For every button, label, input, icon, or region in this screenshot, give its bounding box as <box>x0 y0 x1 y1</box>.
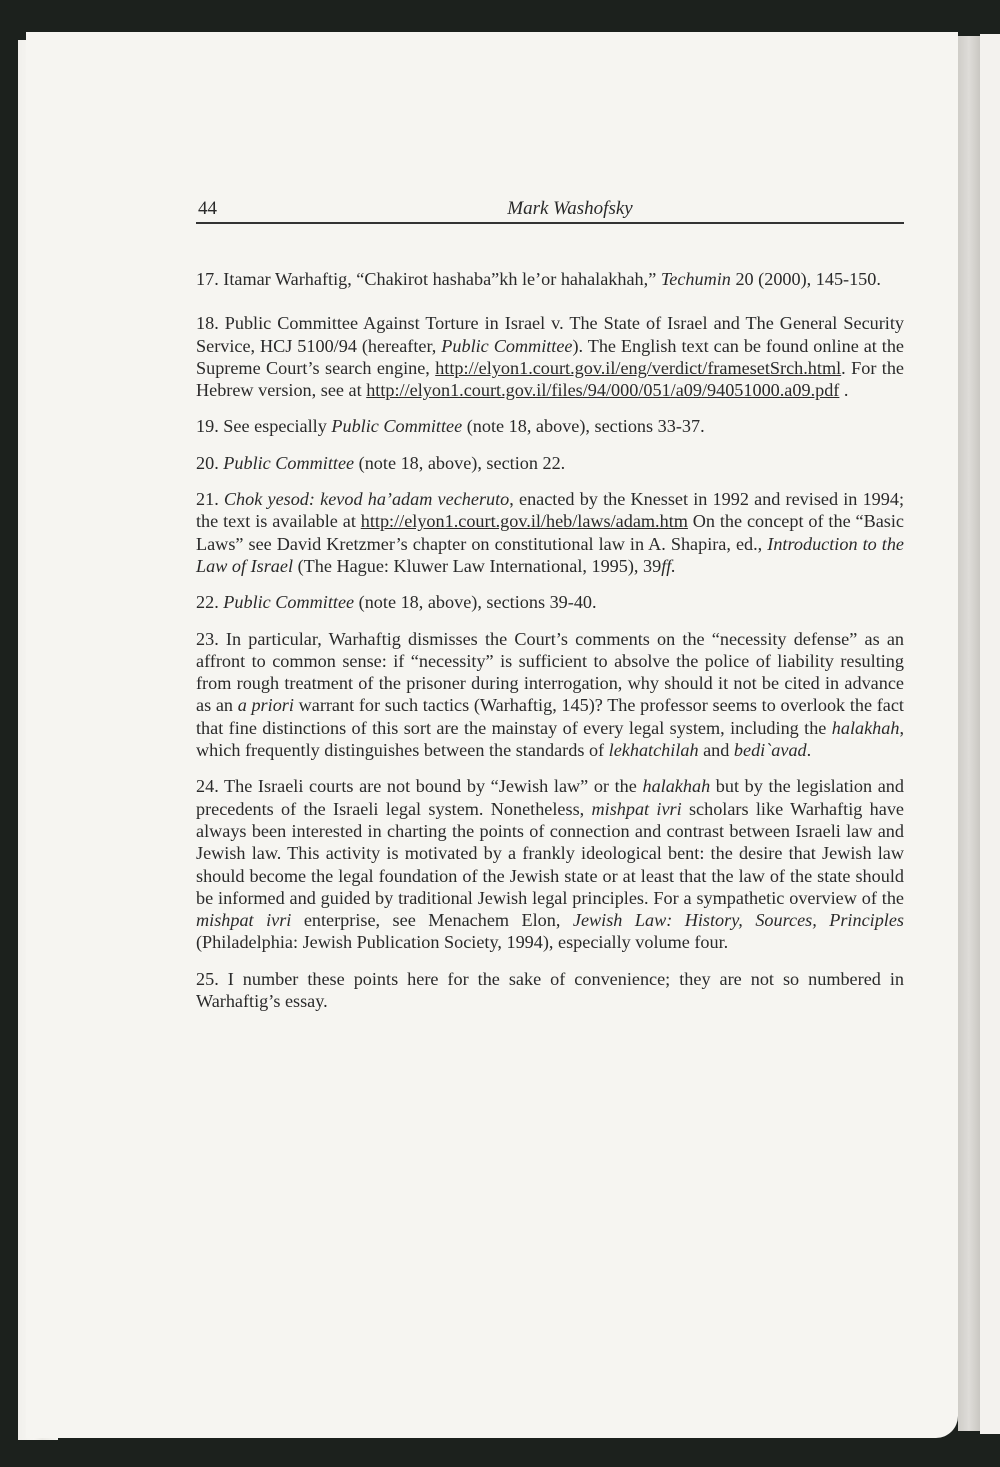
footnote-17: 17. Itamar Warhaftig, “Chakirot hashaba”kh le’or hahalakhah,” Techumin 20 (2000), 145-150. <box>196 269 881 289</box>
facing-page-edge <box>980 34 1000 1434</box>
footnote-number: 24. <box>196 776 219 797</box>
footnote-18: 18. Public Committee Against Torture in Israel v. The State of Israel and The General Security Service, HCJ 5100/94 (hereafter, Public Committee). The English text can be found online at the Supreme Court’s search engine, http://elyon1.court.gov.il/eng/verdict/framesetSrch.html. For the Hebrew version, see at http://elyon1.court.gov.il/files/94/000/051/a09/94051000.a09.pdf . <box>196 313 904 401</box>
footnote-22: 22. Public Committee (note 18, above), sections 39-40. <box>196 592 597 613</box>
footnote-number: 22. <box>196 592 219 613</box>
footnote-25: 25. I number these points here for the sake of convenience; they are not so numbered in Warhaftig’s essay. <box>196 968 904 1012</box>
page-number: 44 <box>198 198 217 219</box>
running-head <box>196 196 904 224</box>
footnote-number: 19. <box>196 416 219 437</box>
footnote-19: 19. See especially Public Committee (note 18, above), sections 33-37. <box>196 416 705 437</box>
footnote-24: 24. The Israeli courts are not bound by “Jewish law” or the halakhah but by the legislation and precedents of the Israeli legal system. Nonetheless, mishpat ivri scholars like Warhaftig have always been interested in charting the points of connection and contrast between Israeli law and Jewish law. This activity is motivated by a frankly ideological bent: the desire that Jewish law should become the legal foundation of the Jewish state or at least that the law of the state should be informed and guided by traditional Jewish legal principles. For a sympathetic overview of the mishpat ivri enterprise, see Menachem Elon, Jewish Law: History, Sources, Principles (Philadelphia: Jewish Publication Society, 1994), especially volume four. <box>196 776 905 953</box>
footnote-number: 21. <box>196 489 219 510</box>
url-link[interactable]: http://elyon1.court.gov.il/heb/laws/adam.htm <box>360 511 688 532</box>
footnote-number: 25. <box>196 968 219 989</box>
url-link[interactable]: http://elyon1.court.gov.il/files/94/000/051/a09/94051000.a09.pdf <box>366 380 840 401</box>
footnote-number: 20. <box>196 452 219 473</box>
footnote-number: 23. <box>196 628 219 649</box>
footnote-21: 21. Chok yesod: kevod ha’adam vecheruto, enacted by the Knesset in 1992 and revised in 1994; the text is available at http://elyon1.court.gov.il/heb/laws/adam.htm On the concept of the “Basic Laws” see David Kretzmer’s chapter on constitutional law in A. Shapira, ed., Introduction to the Law of Israel (The Hague: Kluwer Law International, 1995), 39ff. <box>196 489 905 576</box>
page-content <box>196 196 904 1012</box>
footnote-number: 17. <box>196 269 219 289</box>
footnote-20: 20. Public Committee (note 18, above), section 22. <box>196 452 566 473</box>
url-link[interactable]: http://elyon1.court.gov.il/eng/verdict/framesetSrch.html <box>435 357 842 378</box>
running-head-author: Mark Washofsky <box>507 198 633 219</box>
footnote-number: 18. <box>196 313 219 334</box>
book-spine <box>958 36 980 1431</box>
footnote-23: 23. In particular, Warhaftig dismisses the Court’s comments on the “necessity defense” as an affront to common sense: if “necessity” is sufficient to absolve the police of liability resulting from rough treatment of the prisoner during interrogation, why should it not be cited in advance as an a priori warrant for such tactics (Warhaftig, 145)? The professor seems to overlook the fact that fine distinctions of this sort are the mainstay of every legal system, including the halakhah, which frequently distinguishes between the standards of lekhatchilah and bedi`avad. <box>196 628 904 761</box>
